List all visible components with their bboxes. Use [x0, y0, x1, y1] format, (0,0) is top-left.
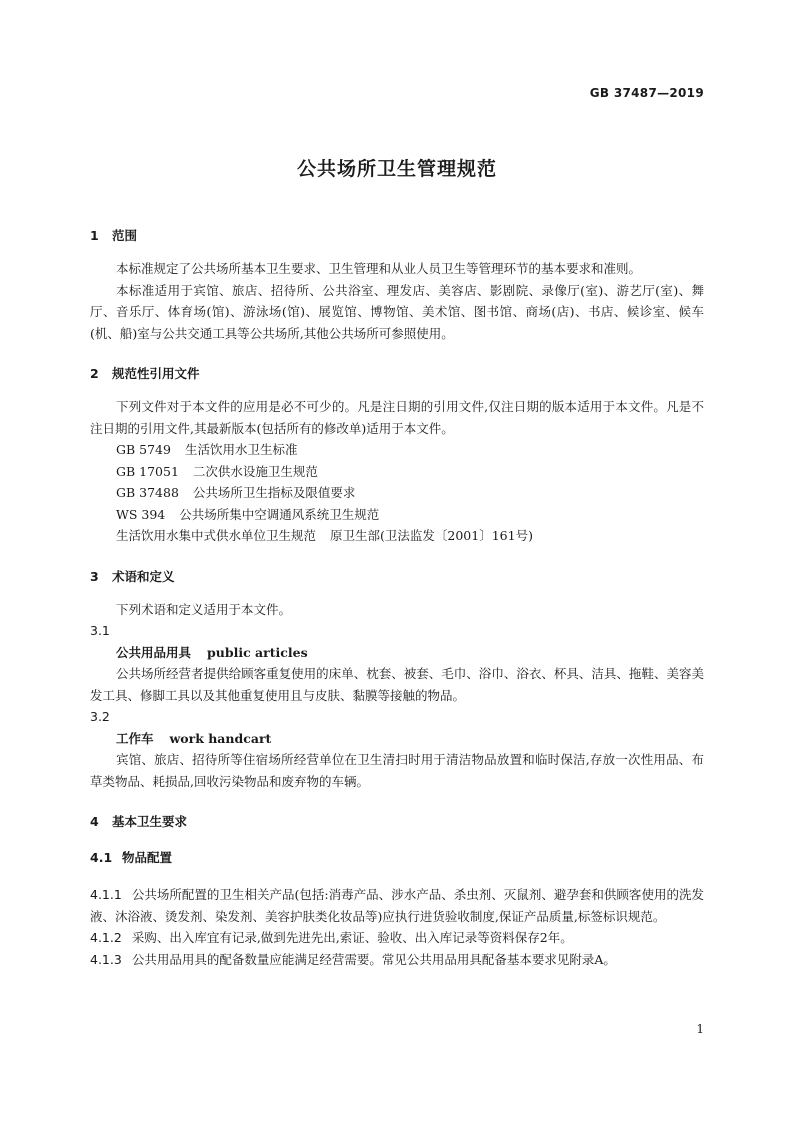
reference-name: 二次供水设施卫生规范 [192, 463, 318, 479]
term-heading [90, 728, 704, 750]
term-number: 3.1 [90, 623, 110, 638]
subsection-number: 4.1 [90, 850, 113, 865]
section-title: 范围 [112, 228, 138, 243]
clause [90, 927, 704, 949]
standard-code: GB 37487—2019 [589, 86, 704, 100]
document-body [90, 226, 704, 970]
section-number: 4 [90, 814, 99, 829]
reference-item [90, 439, 704, 461]
paragraph: 本标准适用于宾馆、旅店、招待所、公共浴室、理发店、美容店、影剧院、录像厅(室)、游艺厅(室)、舞厅、音乐厅、体育场(馆)、游泳场(馆)、展览馆、博物馆、美术馆、图书馆、商场(店)、书店、候诊室、候车(机、船)室与公共交通工具等公共场所,其他公共场所可参照使用。 [90, 282, 704, 341]
paragraph: 下列术语和定义适用于本文件。 [116, 601, 292, 617]
term-number: 3.2 [90, 709, 110, 724]
reference-code: WS 394 [116, 506, 166, 522]
reference-item [90, 504, 704, 526]
clause [90, 884, 704, 927]
term-definition: 宾馆、旅店、招待所等住宿场所经营单位在卫生清扫时用于清洁物品放置和临时保洁,存放一次性用品、布草类物品、耗损品,回收污染物品和废弃物的车辆。 [90, 752, 704, 789]
section-number: 1 [90, 228, 99, 243]
subsection-heading [90, 848, 704, 868]
term-en: work handcart [169, 730, 272, 746]
section-heading-1 [90, 226, 704, 246]
reference-name: 公共场所集中空调通风系统卫生规范 [179, 506, 380, 522]
paragraph: 下列文件对于本文件的应用是必不可少的。凡是注日期的引用文件,仅注日期的版本适用于本文件。凡是不注日期的引用文件,其最新版本(包括所有的修改单)适用于本文件。 [90, 399, 704, 436]
clause-number: 4.1.3 [90, 951, 122, 967]
term-definition: 公共场所经营者提供给顾客重复使用的床单、枕套、被套、毛巾、浴巾、浴衣、杯具、洁具、拖鞋、美容美发工具、修脚工具以及其他重复使用且与皮肤、黏膜等接触的物品。 [90, 666, 704, 703]
paragraph: 本标准规定了公共场所基本卫生要求、卫生管理和从业人员卫生等管理环节的基本要求和准则。 [116, 261, 642, 276]
section-heading-3 [90, 567, 704, 587]
reference-code: GB 17051 [116, 463, 179, 479]
clause-number: 4.1.1 [90, 887, 122, 902]
clause-text: 公共场所配置的卫生相关产品(包括:消毒产品、涉水产品、杀虫剂、灭鼠剂、避孕套和供顾客使用的洗发液、沐浴液、烫发剂、染发剂、美容护肤类化妆品等)应执行进货验收制度,保证产品质量,标签标识规范。 [90, 887, 704, 924]
term-en: public articles [207, 644, 308, 660]
section-title: 术语和定义 [112, 568, 175, 584]
reference-code: 生活饮用水集中式供水单位卫生规范 [116, 528, 317, 543]
reference-code: GB 37488 [116, 485, 179, 500]
clause-text: 公共用品用具的配备数量应能满足经营需要。常见公共用品用具配备基本要求见附录A。 [131, 951, 616, 967]
reference-item [90, 482, 704, 504]
reference-name: 公共场所卫生指标及限值要求 [192, 485, 356, 500]
page-number: 1 [696, 1022, 704, 1036]
term-zh: 工作车 [116, 730, 154, 746]
reference-name: 生活饮用水卫生标准 [184, 442, 298, 457]
reference-code: GB 5749 [116, 442, 171, 457]
document-title: 公共场所卫生管理规范 [296, 158, 497, 180]
clause [90, 949, 704, 971]
section-title: 基本卫生要求 [112, 814, 188, 829]
term-zh: 公共用品用具 [116, 644, 192, 660]
term-heading [90, 642, 704, 664]
section-number: 3 [90, 568, 99, 584]
subsection-title: 物品配置 [122, 850, 173, 865]
clause-number: 4.1.2 [90, 930, 122, 945]
section-number: 2 [90, 366, 99, 381]
section-heading-4 [90, 812, 704, 832]
reference-item [90, 461, 704, 483]
reference-item [90, 525, 704, 547]
section-title: 规范性引用文件 [112, 366, 200, 381]
section-heading-2 [90, 364, 704, 384]
clause-text: 采购、出入库宜有记录,做到先进先出,索证、验收、出入库记录等资料保存2年。 [131, 930, 573, 945]
reference-name: 原卫生部(卫法监发〔2001〕161号) [330, 528, 533, 543]
